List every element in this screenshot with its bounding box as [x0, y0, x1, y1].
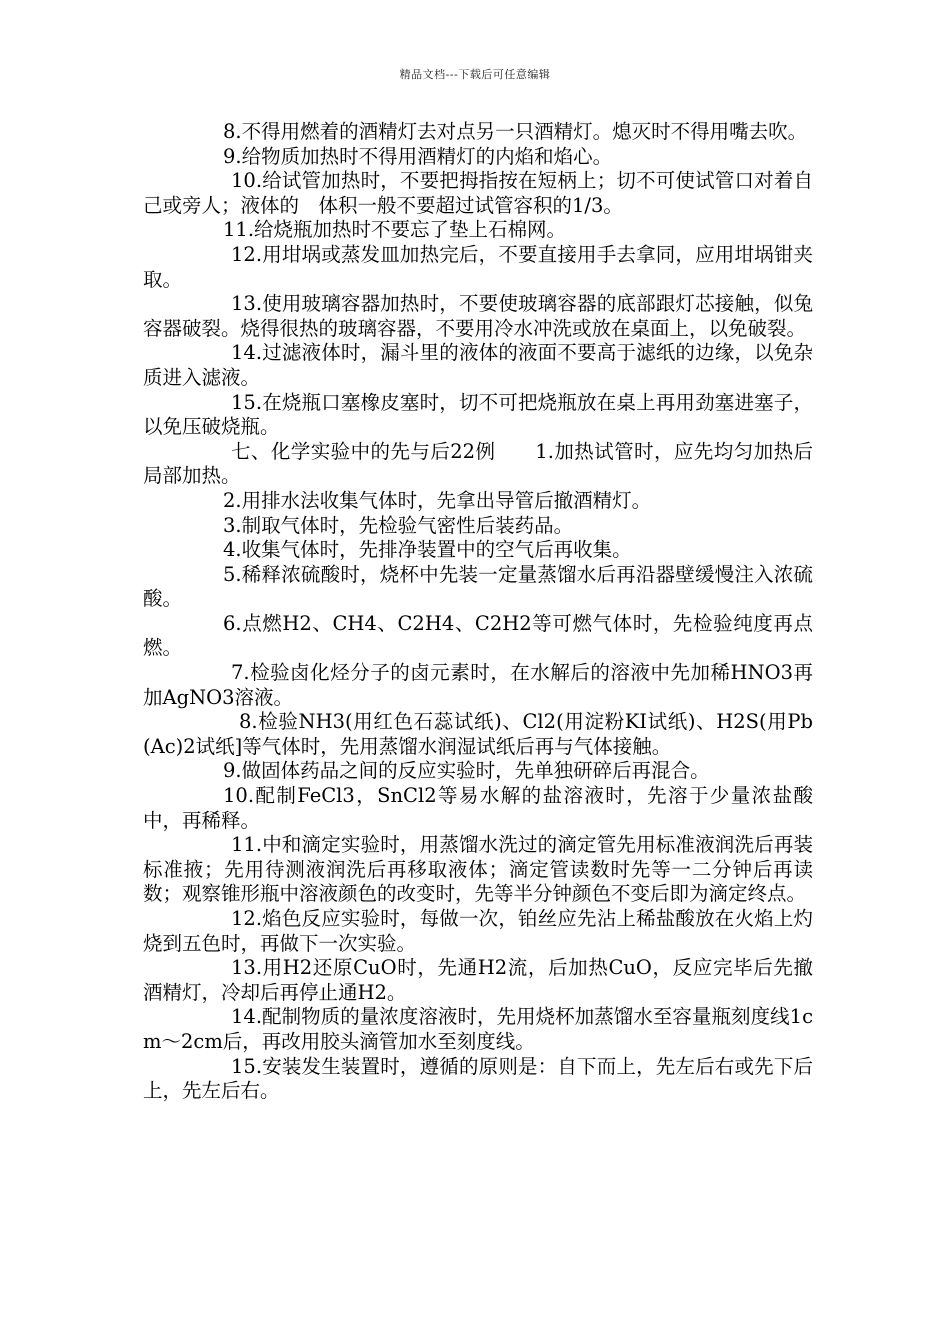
paragraph-rule-13: 13.使用玻璃容器加热时，不要使玻璃容器的底部跟灯芯接触，似兔容器破裂。烧得很热的玻璃容器，不要用冷水冲洗或放在桌面上，以免破裂。 [143, 292, 813, 340]
paragraph-rule-9: 9.给物质加热时不得用酒精灯的内焰和焰心。 [223, 144, 613, 168]
paragraph-rule-12: 12.用坩埚或蒸发皿加热完后，不要直接用手去拿同，应用坩埚钳夹取。 [143, 242, 813, 291]
paragraph-order-11: 11.中和滴定实验时，用蒸馏水洗过的滴定管先用标准液润洗后再装标准掖；先用待测液润洗后再移取液体；滴定管读数时先等一二分钟后再读数；观察锥形瓶中溶液颜色的改变时，先等半分钟颜色不变后即为滴定终点。 [143, 833, 813, 906]
paragraph-order-12: 12.焰色反应实验时，每做一次，铂丝应先沾上稀盐酸放在火焰上灼烧到五色时，再做下一次实验。 [143, 907, 813, 955]
paragraph-rule-14: 14.过滤液体时，漏斗里的液体的液面不要高于滤纸的边缘，以免杂质进入滤液。 [143, 341, 813, 389]
paragraph-order-8: 8.检验NH3(用红色石蕊试纸)、Cl2(用淀粉KI试纸)、H2S(用Pb(Ac)2试纸]等气体时，先用蒸馏水润湿试纸后再与气体接触。 [143, 710, 813, 758]
document-body [143, 120, 813, 1104]
paragraph-order-7: 7.检验卤化烃分子的卤元素时，在水解后的溶液中先加稀HNO3再加AgNO3溶液。 [143, 661, 813, 709]
paragraph-rule-10: 10.给试管加热时，不要把拇指按在短柄上；切不可使试管口对着自己或旁人；液体的 体积一般不要超过试管容积的1/3。 [143, 169, 813, 217]
paragraph-order-15: 15.安装发生装置时，遵循的原则是：自下而上，先左后右或先下后上，先左后右。 [143, 1054, 813, 1103]
paragraph-rule-8: 8.不得用燃着的酒精灯去对点另一只酒精灯。熄灭时不得用嘴去吹。 [223, 120, 808, 143]
paragraph-order-2: 2.用排水法收集气体时，先拿出导管后撤酒精灯。 [223, 488, 652, 512]
page-header: 精品文档---下载后可任意编辑 [399, 68, 551, 81]
paragraph-order-13: 13.用H2还原CuO时，先通H2流，后加热CuO，反应完毕后先撤酒精灯，冷却后再停止通H2。 [143, 956, 813, 1004]
paragraph-order-6: 6.点燃H2、CH4、C2H4、C2H2等可燃气体时，先检验纯度再点燃。 [143, 611, 813, 660]
paragraph-order-14: 14.配制物质的量浓度溶液时，先用烧杯加蒸馏水至容量瓶刻度线1cm～2cm后，再改用胶头滴管加水至刻度线。 [143, 1005, 813, 1053]
paragraph-rule-11: 11.给烧瓶加热时不要忘了垫上石棉网。 [223, 218, 567, 242]
paragraph-order-10: 10.配制FeCl3，SnCl2等易水解的盐溶液时，先溶于少量浓盐酸中，再稀释。 [143, 784, 813, 832]
paragraph-rule-15: 15.在烧瓶口塞橡皮塞时，切不可把烧瓶放在桌上再用劲塞进塞子，以免压破烧瓶。 [143, 390, 813, 439]
paragraph-order-3: 3.制取气体时，先检验气密性后装药品。 [223, 513, 574, 537]
section-heading-order-22-examples: 七、化学实验中的先与后22例 1.加热试管时，应先均匀加热后局部加热。 [143, 439, 813, 488]
paragraph-order-4: 4.收集气体时，先排净装置中的空气后再收集。 [223, 538, 632, 562]
paragraph-order-5: 5.稀释浓硫酸时，烧杯中先装一定量蒸馏水后再沿器壁缓慢注入浓硫酸。 [143, 562, 813, 611]
paragraph-order-9: 9.做固体药品之间的反应实验时，先单独研碎后再混合。 [223, 759, 710, 783]
